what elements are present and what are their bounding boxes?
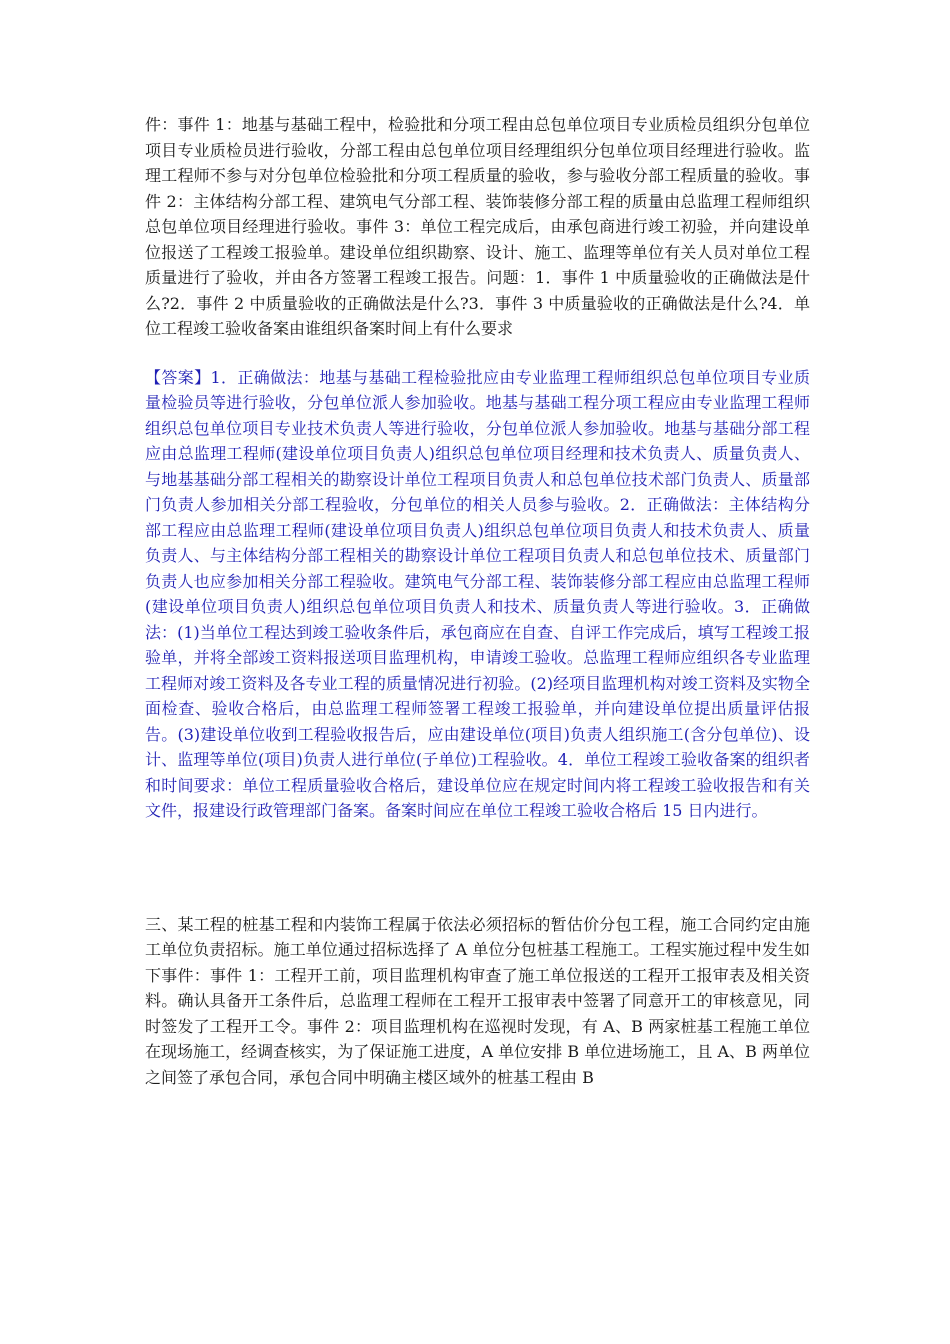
answer-paragraph [145, 365, 810, 824]
answer-text: 1．正确做法：地基与基础工程检验批应由专业监理工程师组织总包单位项目专业质量检验员等进行验收，分包单位派人参加验收。地基与基础工程分项工程应由专业监理工程师组织总包单位项目专业技术负责人等进行验收，分包单位派人参加验收。地基与基础分部工程应由总监理工程师(建设单位项目负责人)组织总包单位项目经理和技术负责人、质量负责人、与地基基础分部工程相关的勘察设计单位工程项目负责人和总包单位技术部门负责人、质量部门负责人参加相关分部工程验收，分包单位的相关人员参与验收。2．正确做法：主体结构分部工程应由总监理工程师(建设单位项目负责人)组织总包单位项目负责人和技术负责人、质量负责人、与主体结构分部工程相关的勘察设计单位工程项目负责人和总包单位技术、质量部门负责人也应参加相关分部工程验收。建筑电气分部工程、装饰装修分部工程应由总监理工程师(建设单位项目负责人)组织总包单位项目负责人和技术、质量负责人等进行验收。3．正确做法：(1)当单位工程达到竣工验收条件后，承包商应在自查、自评工作完成后，填写工程竣工报验单，并将全部竣工资料报送项目监理机构，申请竣工验收。总监理工程师应组织各专业监理工程师对竣工资料及各专业工程的质量情况进行初验。(2)经项目监理机构对竣工资料及实物全面检查、验收合格后，由总监理工程师签署工程竣工报验单，并向建设单位提出质量评估报告。(3)建设单位收到工程验收报告后，应由建设单位(项目)负责人组织施工(含分包单位)、设计、监理等单位(项目)负责人进行单位(子单位)工程验收。4．单位工程竣工验收备案的组织者和时间要求：单位工程质量验收合格后，建设单位应在规定时间内将工程竣工验收报告和有关文件，报建设行政管理部门备案。备案时间应在单位工程竣工验收合格后 15 日内进行。 [145, 367, 810, 820]
question-continuation: 件：事件 1：地基与基础工程中，检验批和分项工程由总包单位项目专业质检员组织分包单位项目专业质检员进行验收，分部工程由总包单位项目经理组织分包单位项目经理进行验收。监理工程师不参与对分包单位检验批和分项工程质量的验收，参与验收分部工程质量的验收。事件 2：主体结构分部工程、建筑电气分部工程、装饰装修分部工程的质量由总监理工程师组织总包单位项目经理进行验收。事件 3：单位工程完成后，由承包商进行竣工初验，并向建设单位报送了工程竣工报验单。建设单位组织勘察、设计、施工、监理等单位有关人员对单位工程质量进行了验收，并由各方签署工程竣工报告。问题：1．事件 1 中质量验收的正确做法是什么?2．事件 2 中质量验收的正确做法是什么?3．事件 3 中质量验收的正确做法是什么?4．单位工程竣工验收备案由谁组织备案时间上有什么要求 [145, 115, 810, 338]
answer-label: 【答案】 [145, 367, 211, 387]
document-page [145, 112, 810, 1090]
section-three-question: 三、某工程的桩基工程和内装饰工程属于依法必须招标的暂估价分包工程，施工合同约定由施工单位负责招标。施工单位通过招标选择了 A 单位分包桩基工程施工。工程实施过程中发生如下事件：事件 1：工程开工前，项目监理机构审查了施工单位报送的工程开工报审表及相关资料。确认具备开工条件后，总监理工程师在工程开工报审表中签署了同意开工的审核意见，同时签发了工程开工令。事件 2：项目监理机构在巡视时发现，有 A、B 两家桩基工程施工单位在现场施工，经调查核实，为了保证施工进度，A 单位安排 B 单位进场施工，且 A、B 两单位之间签了承包合同，承包合同中明确主楼区域外的桩基工程由 B [145, 914, 810, 1087]
